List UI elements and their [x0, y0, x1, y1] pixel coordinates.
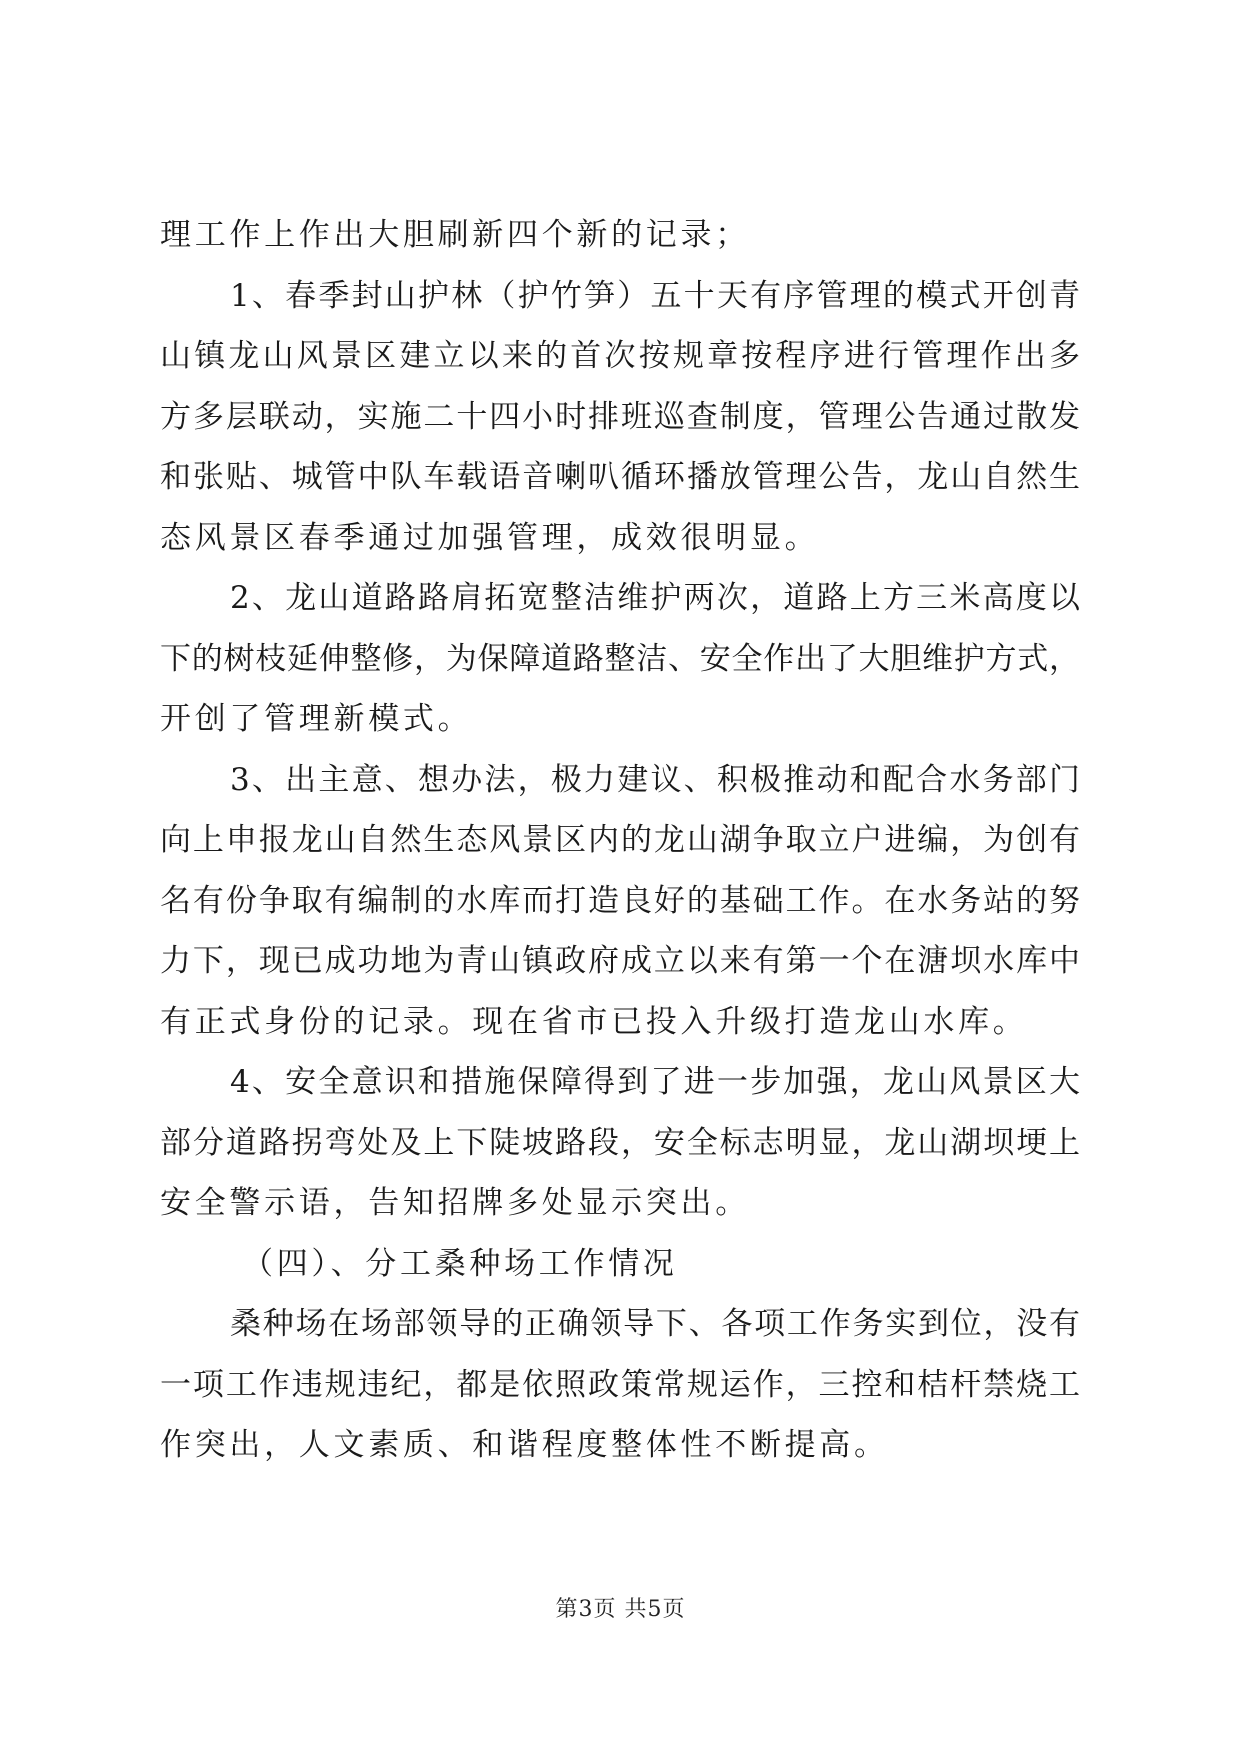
text-line: 作突出，人文素质、和谐程度整体性不断提高。 — [160, 1427, 889, 1463]
text-line: 下的树枝延伸整修，为保障道路整洁、安全作出了大胆维护方式， — [160, 640, 1080, 677]
text-line: 安全警示语，告知招牌多处显示突出。 — [160, 1185, 750, 1221]
text-line: 4、安全意识和措施保障得到了进一步加强，龙山风景区大 — [230, 1064, 1080, 1100]
page-number: 第3页 共5页 — [555, 1597, 686, 1622]
text-line: 态风景区春季通过加强管理，成效很明显。 — [160, 519, 820, 556]
text-line: 方多层联动，实施二十四小时排班巡查制度，管理公告通过散发 — [160, 398, 1080, 435]
text-line: 一项工作违规违纪，都是依照政策常规运作，三控和桔杆禁烧工 — [160, 1366, 1080, 1403]
text-line: 部分道路拐弯处及上下陡坡路段，安全标志明显，龙山湖坝埂上 — [160, 1124, 1080, 1161]
text-line: 理工作上作出大胆刷新四个新的记录； — [160, 217, 750, 253]
text-line: 和张贴、城管中队车载语音喇叭循环播放管理公告，龙山自然生 — [160, 459, 1080, 495]
text-line: 开创了管理新模式。 — [160, 701, 473, 737]
text-line: 1、春季封山护林（护竹笋）五十天有序管理的模式开创青 — [230, 277, 1080, 314]
text-line: 3、出主意、想办法，极力建议、积极推动和配合水务部门 — [230, 761, 1080, 798]
body-text — [160, 205, 1080, 1476]
section-heading: （四）、分工桑种场工作情况 — [242, 1245, 678, 1282]
text-line: 山镇龙山风景区建立以来的首次按规章按程序进行管理作出多 — [160, 338, 1080, 374]
text-line: 力下，现已成功地为青山镇政府成立以来有第一个在溏坝水库中 — [160, 943, 1080, 979]
text-line: 2、龙山道路路肩拓宽整洁维护两次，道路上方三米高度以 — [230, 580, 1080, 616]
text-line: 向上申报龙山自然生态风景区内的龙山湖争取立户进编，为创有 — [160, 822, 1080, 858]
text-line: 有正式身份的记录。现在省市已投入升级打造龙山水库。 — [160, 1003, 1028, 1040]
text-line: 桑种场在场部领导的正确领导下、各项工作务实到位，没有 — [230, 1306, 1080, 1342]
text-line: 名有份争取有编制的水库而打造良好的基础工作。在水务站的努 — [160, 882, 1080, 919]
